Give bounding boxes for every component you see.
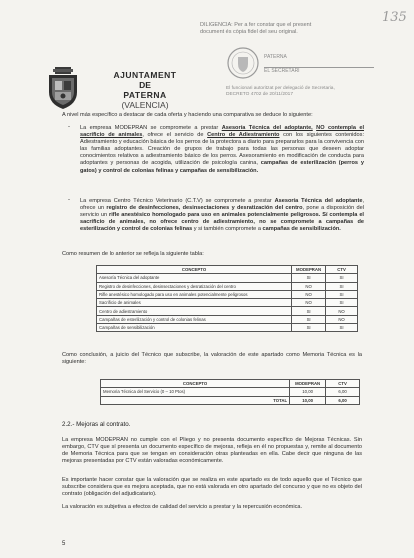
intro-paragraph: A nivel más específico a destacar de cada oferta y haciendo una comparativa se deduce lo siguiente: [62,112,313,118]
bullet-marker: - [68,197,70,203]
subjective-note-paragraph: La valoración es subjetiva a efectos de calidad del servicio a prestar y la repercusión económica. [62,504,303,510]
mejoras-paragraph: La empresa MODEPRAN no cumple con el Pliego y no presenta documento específico de Mejoras Técnicas. Sin embargo, CTV que sí presenta un documento específico de mejoras, refleja en él no propuestas y, remite al documento de Memoria Técnica para que se tengan en consideración otras planteadas en ella. Cabe decir que ninguna de las mejoras presentadas por CTV están valoradas económicamente. [62,437,362,465]
column-header: CTV [326,266,358,274]
table-row: Registro de desinfecciones, desinsectaciones y desratización del centro NO SI [97,282,358,290]
svg-text:135: 135 [382,10,407,24]
section-heading: 2.2.- Mejoras al contrato. [62,421,131,428]
column-header: MODEPRAN [292,266,326,274]
table-row: Campañas de sensibilización SI SI [97,324,358,332]
table-row: Asesoría Técnica del adoptante SI SI [97,274,358,282]
table-row: Sacrificio de animales NO SI [97,299,358,307]
bullet-modepran: La empresa MODEPRAN se compromete a prestar Asesoría Técnica del adoptante, NO contempla el sacrificio de animales, ofrece el servicio de Centro de Adiestramiento con los siguientes contenidos: Adiestramiento y educación básica de los perros de la protectora a diario para prepararlos para la convivencia con las familias adoptantes. Creación de grupos de trabajo para todas las personas que deseen adoptar conocimientos relativos a adiestramiento básico de los perros. Asesoramiento en modificación de conducta para adoptantes y personas de acogida, utilización de psicología canina, campañas de esterilización (perros y gatos) y control de colonias felinas y campañas de sensibilización. [80,125,365,174]
comparison-table [96,265,358,332]
table-header-row [97,266,358,274]
stamp-footer: El funcionari autoritzat per delegació de Secretaria, DECRETO 4702 de 20/11/2017 [226,86,335,97]
page-number: 5 [62,541,66,547]
organization-name: AJUNTAMENT DE PATERNA (VALENCIA) [113,70,177,110]
official-seal-icon [226,46,260,80]
table-row: Memoria Técnica del Servicio (0 – 10 Ptos) 10,00 6,00 [101,388,360,396]
summary-intro: Como resumen de lo anterior se refleja la siguiente tabla: [62,251,204,257]
bullet-marker: - [68,124,70,130]
stamp-details: PATERNA EL SECRETARI [264,54,394,75]
table-row: Campañas de esterilización y control de colonias felinas SI NO [97,315,358,323]
bullet-ctv: La empresa Centro Técnico Veterinario (C.T.V) se compromete a prestar Asesoría Técnica del adoptante, ofrece un registro de desinfecciones, desinsectaciones y desratización del centro, pone a disposición del servicio un rifle anestésico homologado para uso en animales potencialmente peligrosos. Sí contempla el sacrificio de animales, no ofrece centro de adiestramiento, no se compromete a campañas de esterilización y control de colonias felinas y si también compromete a campañas de sensibilización. [80,198,365,233]
table-header-row: CONCEPTO MODEPRAN CTV [101,380,360,388]
table-row: Rifle anestésico homologado para uso en animales potencialmente peligrosos NO SI [97,290,358,298]
table-row: Centro de adiestramiento SI NO [97,307,358,315]
valuation-note-paragraph: Es importante hacer constar que la valoración que se realiza en este apartado es de todo aquello que el Técnico que subscribe considera que es mejora aceptada, que no está valorada en otro apartado del concurso y que no es objeto del contrato (obligación del adjudicatario). [62,477,362,498]
valuation-table [100,379,360,405]
coat-of-arms-icon [45,66,81,110]
certification-stamp-text: DILIGENCIA: Per a fer constar que el present document és còpia fidel del seu original. [200,22,312,35]
table-total-row: TOTAL 10,00 6,00 [101,396,360,404]
conclusion-paragraph: Como conclusión, a juicio del Técnico que subscribe, la valoración de este apartado como Memoria Técnica es la siguiente: [62,352,362,366]
column-header: CONCEPTO [97,266,292,274]
